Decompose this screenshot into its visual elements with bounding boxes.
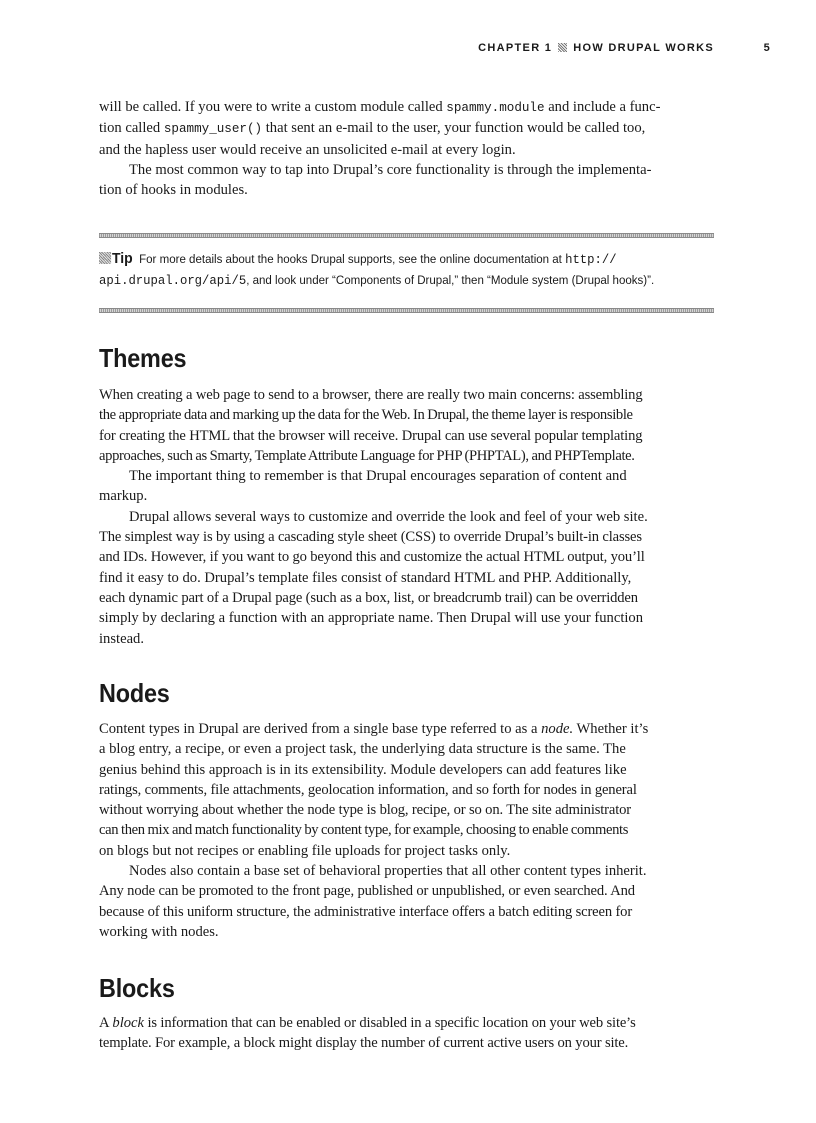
code-spammy-user: spammy_user() [163,122,263,137]
intro-section [99,97,719,200]
text-run: A [99,1015,113,1031]
emphasis-node: node. [541,721,574,737]
emphasis-block: block [112,1015,144,1031]
themes-paragraph-3 [99,507,719,649]
text-run: tion of hooks in modules. [99,182,248,199]
text-line: The important thing to remember is that Drupal encourages separation of content and [129,468,627,485]
chapter-label: CHAPTER 1 [478,42,553,54]
heading-themes: Themes [99,343,187,373]
text-line: Nodes also contain a base set of behavioral properties that all other content types inherit. [129,863,647,880]
text-line: approaches, such as Smarty, Template Attribute Language for PHP (PHPTAL), and PHPTemplate. [99,447,635,464]
intro-paragraph-1 [99,97,719,160]
text-run: and include a func- [544,99,661,115]
text-run: For more details about the hooks Drupal supports, see the online documentation at [139,252,566,266]
tip-link-part-2: api.drupal.org/api/5 [99,273,247,288]
tip-top-rule [99,233,714,238]
nodes-section [99,719,719,942]
text-line: and IDs. However, if you want to go beyond this and customize the actual HTML output, you’ll [99,549,645,566]
themes-paragraph-1 [99,385,719,466]
text-line: When creating a web page to send to a browser, there are really two main concerns: assembling [99,387,643,403]
tip-text [99,249,676,291]
text-line: because of this uniform structure, the administrative interface offers a batch editing screen for [99,903,633,920]
text-line: working with nodes. [99,923,219,940]
text-run: and the hapless user would receive an unsolicited e-mail at every login. [99,141,516,158]
text-line: ratings, comments, file attachments, geolocation information, and so forth for nodes in general [99,781,637,798]
text-line: for creating the HTML that the browser will receive. Drupal can use several popular templating [99,427,643,444]
running-head-title [478,42,714,54]
tip-label: Tip [112,250,133,267]
themes-section [99,385,719,649]
text-line: without worrying about whether the node type is blog, recipe, or so on. The site administrator [99,802,631,819]
page-number: 5 [763,42,771,54]
running-head [99,42,771,58]
text-line: instead. [99,630,144,647]
text-line: can then mix and match functionality by content type, for example, choosing to enable comments [99,822,629,839]
code-spammy-module: spammy.module [446,101,545,115]
themes-paragraph-2 [99,466,719,507]
tip-bottom-rule [99,308,714,313]
text-line: find it easy to do. Drupal’s template files consist of standard HTML and PHP. Additionally, [99,569,632,586]
tip-box [99,233,714,313]
text-run: that sent an e-mail to the user, your function would be called too, [262,120,646,137]
heading-nodes: Nodes [99,678,170,708]
nodes-paragraph-1 [99,719,719,861]
blocks-section [99,1013,719,1054]
separator-icon [558,43,567,52]
text-run: The most common way to tap into Drupal’s core functionality is through the implementa- [129,161,652,178]
tip-marker-icon [99,252,111,264]
text-run: tion called [99,120,164,137]
text-run: is information that can be enabled or disabled in a specific location on your web site’s [144,1015,636,1031]
text-line: the appropriate data and marking up the data for the Web. In Drupal, the theme layer is responsible [99,407,633,424]
heading-blocks: Blocks [99,973,175,1003]
chapter-title: HOW DRUPAL WORKS [573,42,714,54]
text-line: The simplest way is by using a cascading style sheet (CSS) to override Drupal’s built-in classes [99,529,642,546]
intro-paragraph-2 [99,160,719,201]
text-line: markup. [99,488,148,505]
text-line: Drupal allows several ways to customize and override the look and feel of your web site. [129,508,648,525]
text-line: simply by declaring a function with an appropriate name. Then Drupal will use your function [99,610,644,627]
text-line: template. For example, a block might display the number of current active users on your site. [99,1035,629,1052]
text-line: each dynamic part of a Drupal page (such as a box, list, or breadcrumb trail) can be overridden [99,589,638,606]
tip-link-part-1: http:// [565,252,617,267]
text-run: Content types in Drupal are derived from a single base type referred to as a [99,721,542,737]
text-run: , and look under “Components of Drupal,” then “Module system (Drupal hooks)”. [246,273,655,287]
text-run: Whether it’s [573,721,649,737]
text-run: will be called. If you were to write a custom module called [99,99,447,115]
blocks-paragraph-1 [99,1013,719,1054]
nodes-paragraph-2 [99,861,719,942]
text-line: a blog entry, a recipe, or even a project task, the underlying data structure is the same. The [99,741,626,758]
text-line: genius behind this approach is in its extensibility. Module developers can add features like [99,761,627,778]
text-line: Any node can be promoted to the front page, published or unpublished, or even searched. And [99,883,635,900]
text-line: on blogs but not recipes or enabling file uploads for project tasks only. [99,842,511,859]
